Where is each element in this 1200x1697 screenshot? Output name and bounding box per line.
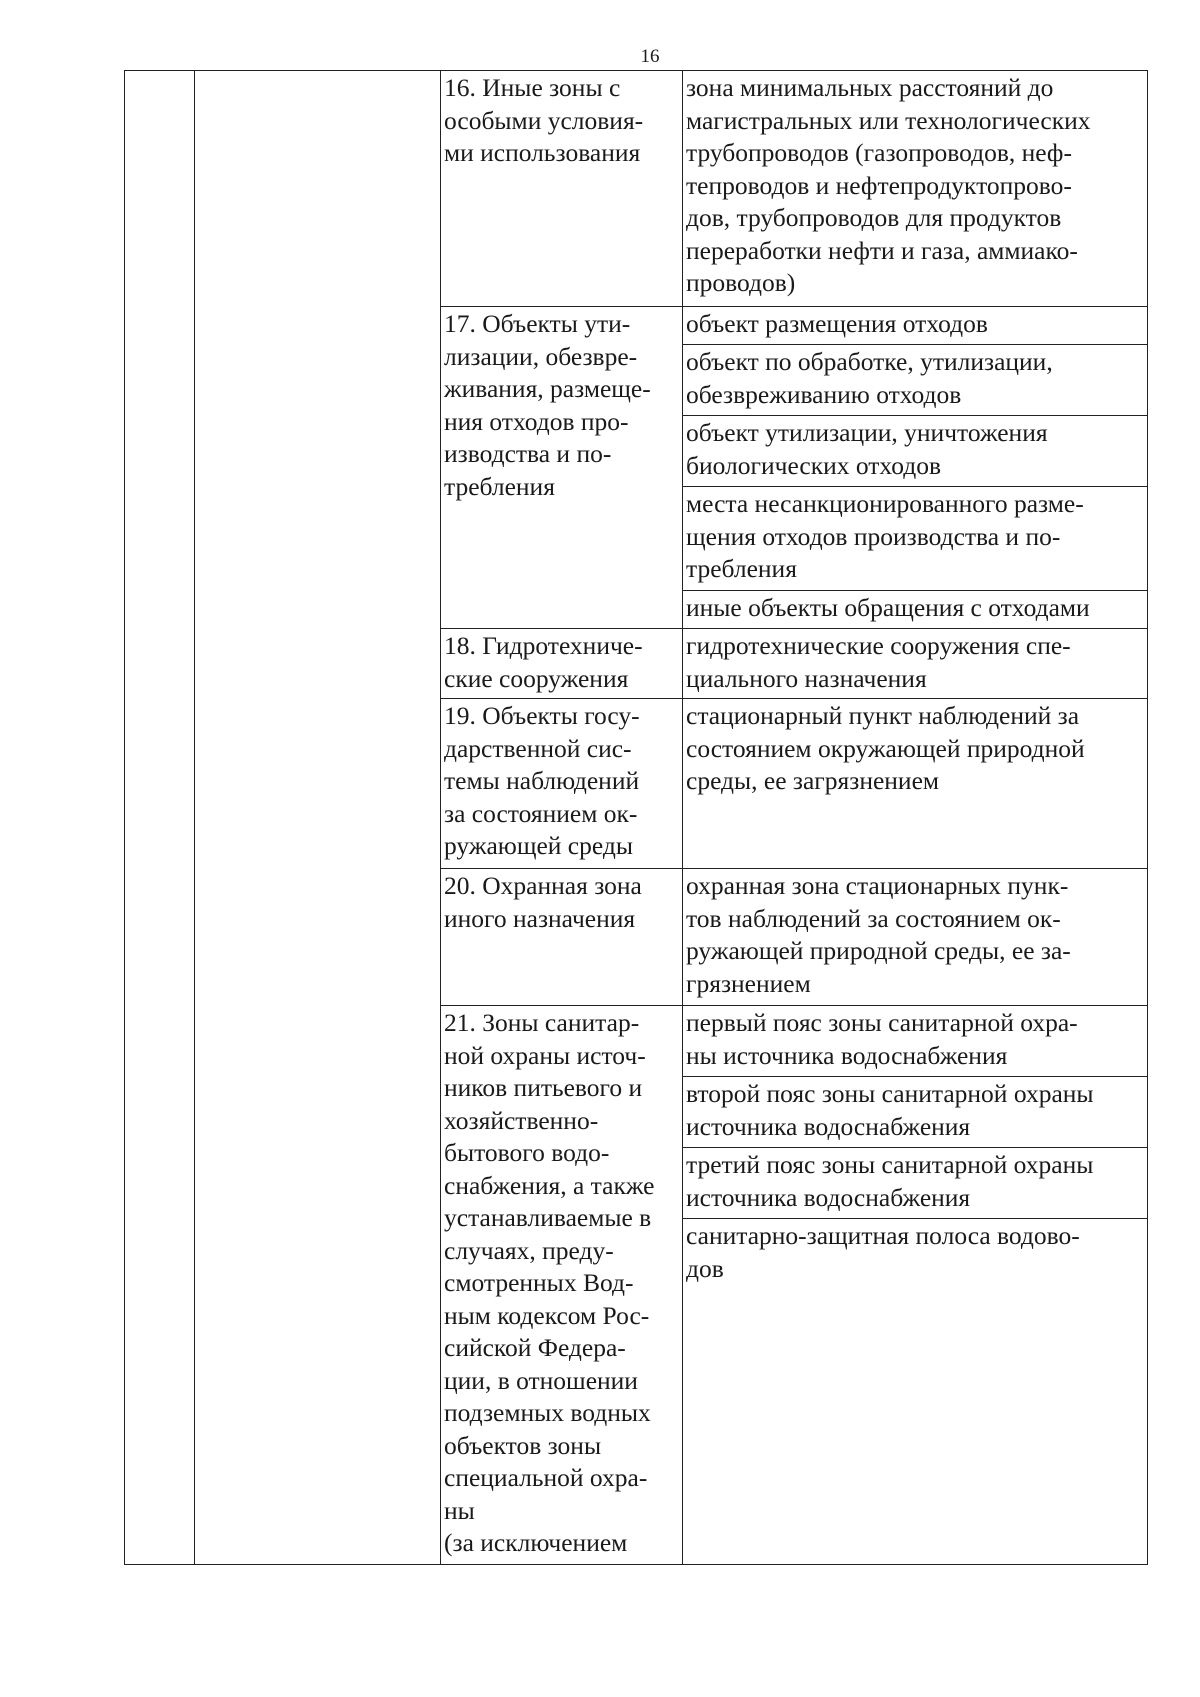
- category-cell: [441, 1006, 683, 1565]
- item-text: зона минимальных расстояний до магистральных или технологических трубопроводов (газопроводов, неф- тепроводов и нефтепродуктопрово- дов, трубопроводов для продуктов переработки нефти и газа, аммиако- проводов): [686, 73, 1091, 297]
- item-cell: [683, 629, 1148, 699]
- item-cell: [683, 416, 1148, 487]
- item-text: первый пояс зоны санитарной охра- ны источника водоснабжения: [686, 1008, 1078, 1070]
- category-text: 17. Объекты ути- лизации, обезвре- живания, размеще- ния отходов про- изводства и по- требления: [444, 309, 651, 501]
- zones-table: [124, 70, 1148, 1565]
- category-text: 16. Иные зоны с особыми условия- ми использования: [444, 73, 644, 167]
- empty-type-column: [195, 71, 441, 1565]
- table-row: [125, 71, 1148, 307]
- item-cell: [683, 1077, 1148, 1148]
- item-text: места несанкционированного разме- щения отходов производства и по- требления: [686, 489, 1084, 583]
- item-text: объект размещения отходов: [686, 309, 988, 338]
- category-cell: [441, 71, 683, 307]
- item-cell: [683, 345, 1148, 416]
- category-text: 19. Объекты госу- дарственной сис- темы наблюдений за состоянием ок- ружающей среды: [444, 701, 640, 860]
- category-text: 20. Охранная зона иного назначения: [444, 871, 642, 933]
- item-text: иные объекты обращения с отходами: [686, 593, 1090, 622]
- item-cell: [683, 1148, 1148, 1219]
- item-text: санитарно-защитная полоса водово- дов: [686, 1221, 1080, 1283]
- item-cell: [683, 71, 1148, 307]
- item-cell: [683, 1219, 1148, 1565]
- item-text: третий пояс зоны санитарной охраны источника водоснабжения: [686, 1150, 1094, 1212]
- item-cell: [683, 1006, 1148, 1077]
- category-text: 18. Гидротехниче- ские сооружения: [444, 631, 643, 693]
- item-text: стационарный пункт наблюдений за состоянием окружающей природной среды, ее загрязнением: [686, 701, 1085, 795]
- category-cell: [441, 699, 683, 869]
- empty-number-column: [125, 71, 195, 1565]
- item-text: охранная зона стационарных пунк- тов наблюдений за состоянием ок- ружающей природной среды, ее за- грязнением: [686, 871, 1071, 998]
- category-cell: [441, 869, 683, 1006]
- item-cell: [683, 699, 1148, 869]
- item-cell: [683, 307, 1148, 345]
- item-text: объект по обработке, утилизации, обезвреживанию отходов: [686, 347, 1053, 409]
- item-cell: [683, 591, 1148, 629]
- item-text: второй пояс зоны санитарной охраны источника водоснабжения: [686, 1079, 1094, 1141]
- item-text: объект утилизации, уничтожения биологических отходов: [686, 418, 1048, 480]
- page-number: 16: [640, 46, 660, 67]
- category-cell: [441, 629, 683, 699]
- category-text: 21. Зоны санитар- ной охраны источ- ников питьевого и хозяйственно- бытового водо- снабжения, а также устанавливаемые в случаях, преду- смотренных Вод- ным кодексом Рос- сийской Федера- ции, в отношении подземных водных объектов зоны специальной охра- ны (за исключением: [444, 1008, 655, 1557]
- item-cell: [683, 869, 1148, 1006]
- item-text: гидротехнические сооружения спе- циального назначения: [686, 631, 1071, 693]
- category-cell: [441, 307, 683, 629]
- item-cell: [683, 487, 1148, 591]
